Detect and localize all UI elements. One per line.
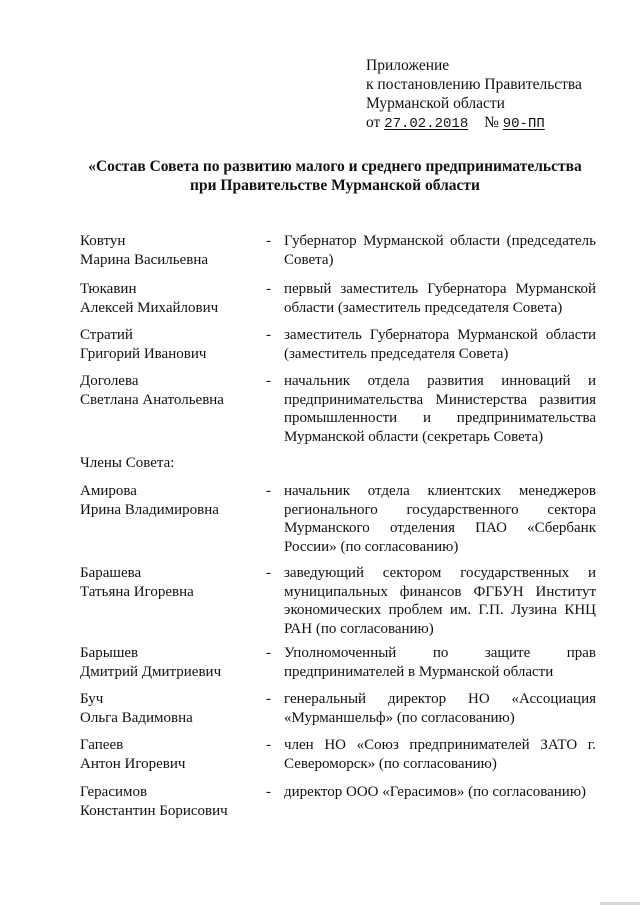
given-names: Антон Игоревич xyxy=(80,755,186,772)
date-prefix: от xyxy=(366,114,381,131)
role: генеральный директор НО «Ассоциация «Мурманшельф» (по согласованию) xyxy=(284,691,596,726)
members-heading: Члены Совета: xyxy=(80,455,175,471)
role: заведующий сектором государственных и муниципальных финансов ФГБУН Институт экономических проблем им. Г.П. Лузина КНЦ РАН (по согласованию) xyxy=(284,565,596,637)
role: заместитель Губернатора Мурманской области (заместитель председателя Совета) xyxy=(284,327,596,362)
decree-date: 27.02.2018 xyxy=(384,116,469,132)
dash: - xyxy=(266,373,271,389)
surname: Барашева xyxy=(80,565,142,581)
person-name xyxy=(80,372,270,409)
dash: - xyxy=(266,565,271,581)
surname: Амирова xyxy=(80,483,137,499)
appendix-region: Мурманской области xyxy=(366,95,505,112)
document-title xyxy=(80,157,590,195)
given-names: Татьяна Игоревна xyxy=(80,583,194,600)
role: Уполномоченный по защите прав предпринимателей в Мурманской области xyxy=(284,645,596,680)
dash: - xyxy=(266,327,271,343)
title-line-1: «Состав Совета по развитию малого и среднего предпринимательства xyxy=(88,158,582,175)
surname: Тюкавин xyxy=(80,281,137,297)
role: начальник отдела развития инноваций и предпринимательства Министерства развития промышленности и предпринимательства Мурманской области (секретарь Совета) xyxy=(284,373,596,445)
decree-number: 90-ПП xyxy=(502,116,545,132)
dash: - xyxy=(266,737,271,753)
person-name xyxy=(80,564,270,601)
role: член НО «Союз предпринимателей ЗАТО г. Североморск» (по согласованию) xyxy=(284,737,596,772)
surname: Гапеев xyxy=(80,737,124,753)
person-name xyxy=(80,690,270,727)
person-name xyxy=(80,783,270,820)
given-names: Григорий Иванович xyxy=(80,345,207,362)
appendix-date-line xyxy=(366,113,582,134)
given-names: Константин Борисович xyxy=(80,802,228,819)
surname: Герасимов xyxy=(80,784,148,800)
appendix-decree-ref: к постановлению Правительства xyxy=(366,76,582,93)
title-line-2: при Правительстве Мурманской области xyxy=(190,177,480,194)
given-names: Светлана Анатольевна xyxy=(80,391,224,408)
role: первый заместитель Губернатора Мурманской области (заместитель председателя Совета) xyxy=(284,281,596,316)
dash: - xyxy=(266,281,271,297)
surname: Стратий xyxy=(80,327,133,343)
role: начальник отдела клиентских менеджеров регионального государственного сектора Мурманского отделения ПАО «Сбербанк России» (по согласованию) xyxy=(284,483,596,555)
person-name xyxy=(80,644,270,681)
appendix-label: Приложение xyxy=(366,57,450,74)
given-names: Марина Васильевна xyxy=(80,251,209,268)
appendix-block xyxy=(366,56,582,134)
role: Губернатор Мурманской области (председатель Совета) xyxy=(284,233,596,268)
given-names: Алексей Михайлович xyxy=(80,299,219,316)
dash: - xyxy=(266,233,271,249)
person-name xyxy=(80,326,270,363)
given-names: Дмитрий Дмитриевич xyxy=(80,663,222,680)
number-prefix: № xyxy=(484,114,499,131)
surname: Доголева xyxy=(80,373,139,389)
person-name xyxy=(80,232,270,269)
dash: - xyxy=(266,483,271,499)
given-names: Ирина Владимировна xyxy=(80,501,219,518)
person-name xyxy=(80,482,270,519)
surname: Ковтун xyxy=(80,233,126,249)
dash: - xyxy=(266,645,271,661)
given-names: Ольга Вадимовна xyxy=(80,709,193,726)
surname: Барышев xyxy=(80,645,139,661)
person-name xyxy=(80,736,270,773)
dash: - xyxy=(266,691,271,707)
dash: - xyxy=(266,784,271,800)
role: директор ООО «Герасимов» (по согласованию) xyxy=(284,784,587,800)
surname: Буч xyxy=(80,691,104,707)
person-name xyxy=(80,280,270,317)
